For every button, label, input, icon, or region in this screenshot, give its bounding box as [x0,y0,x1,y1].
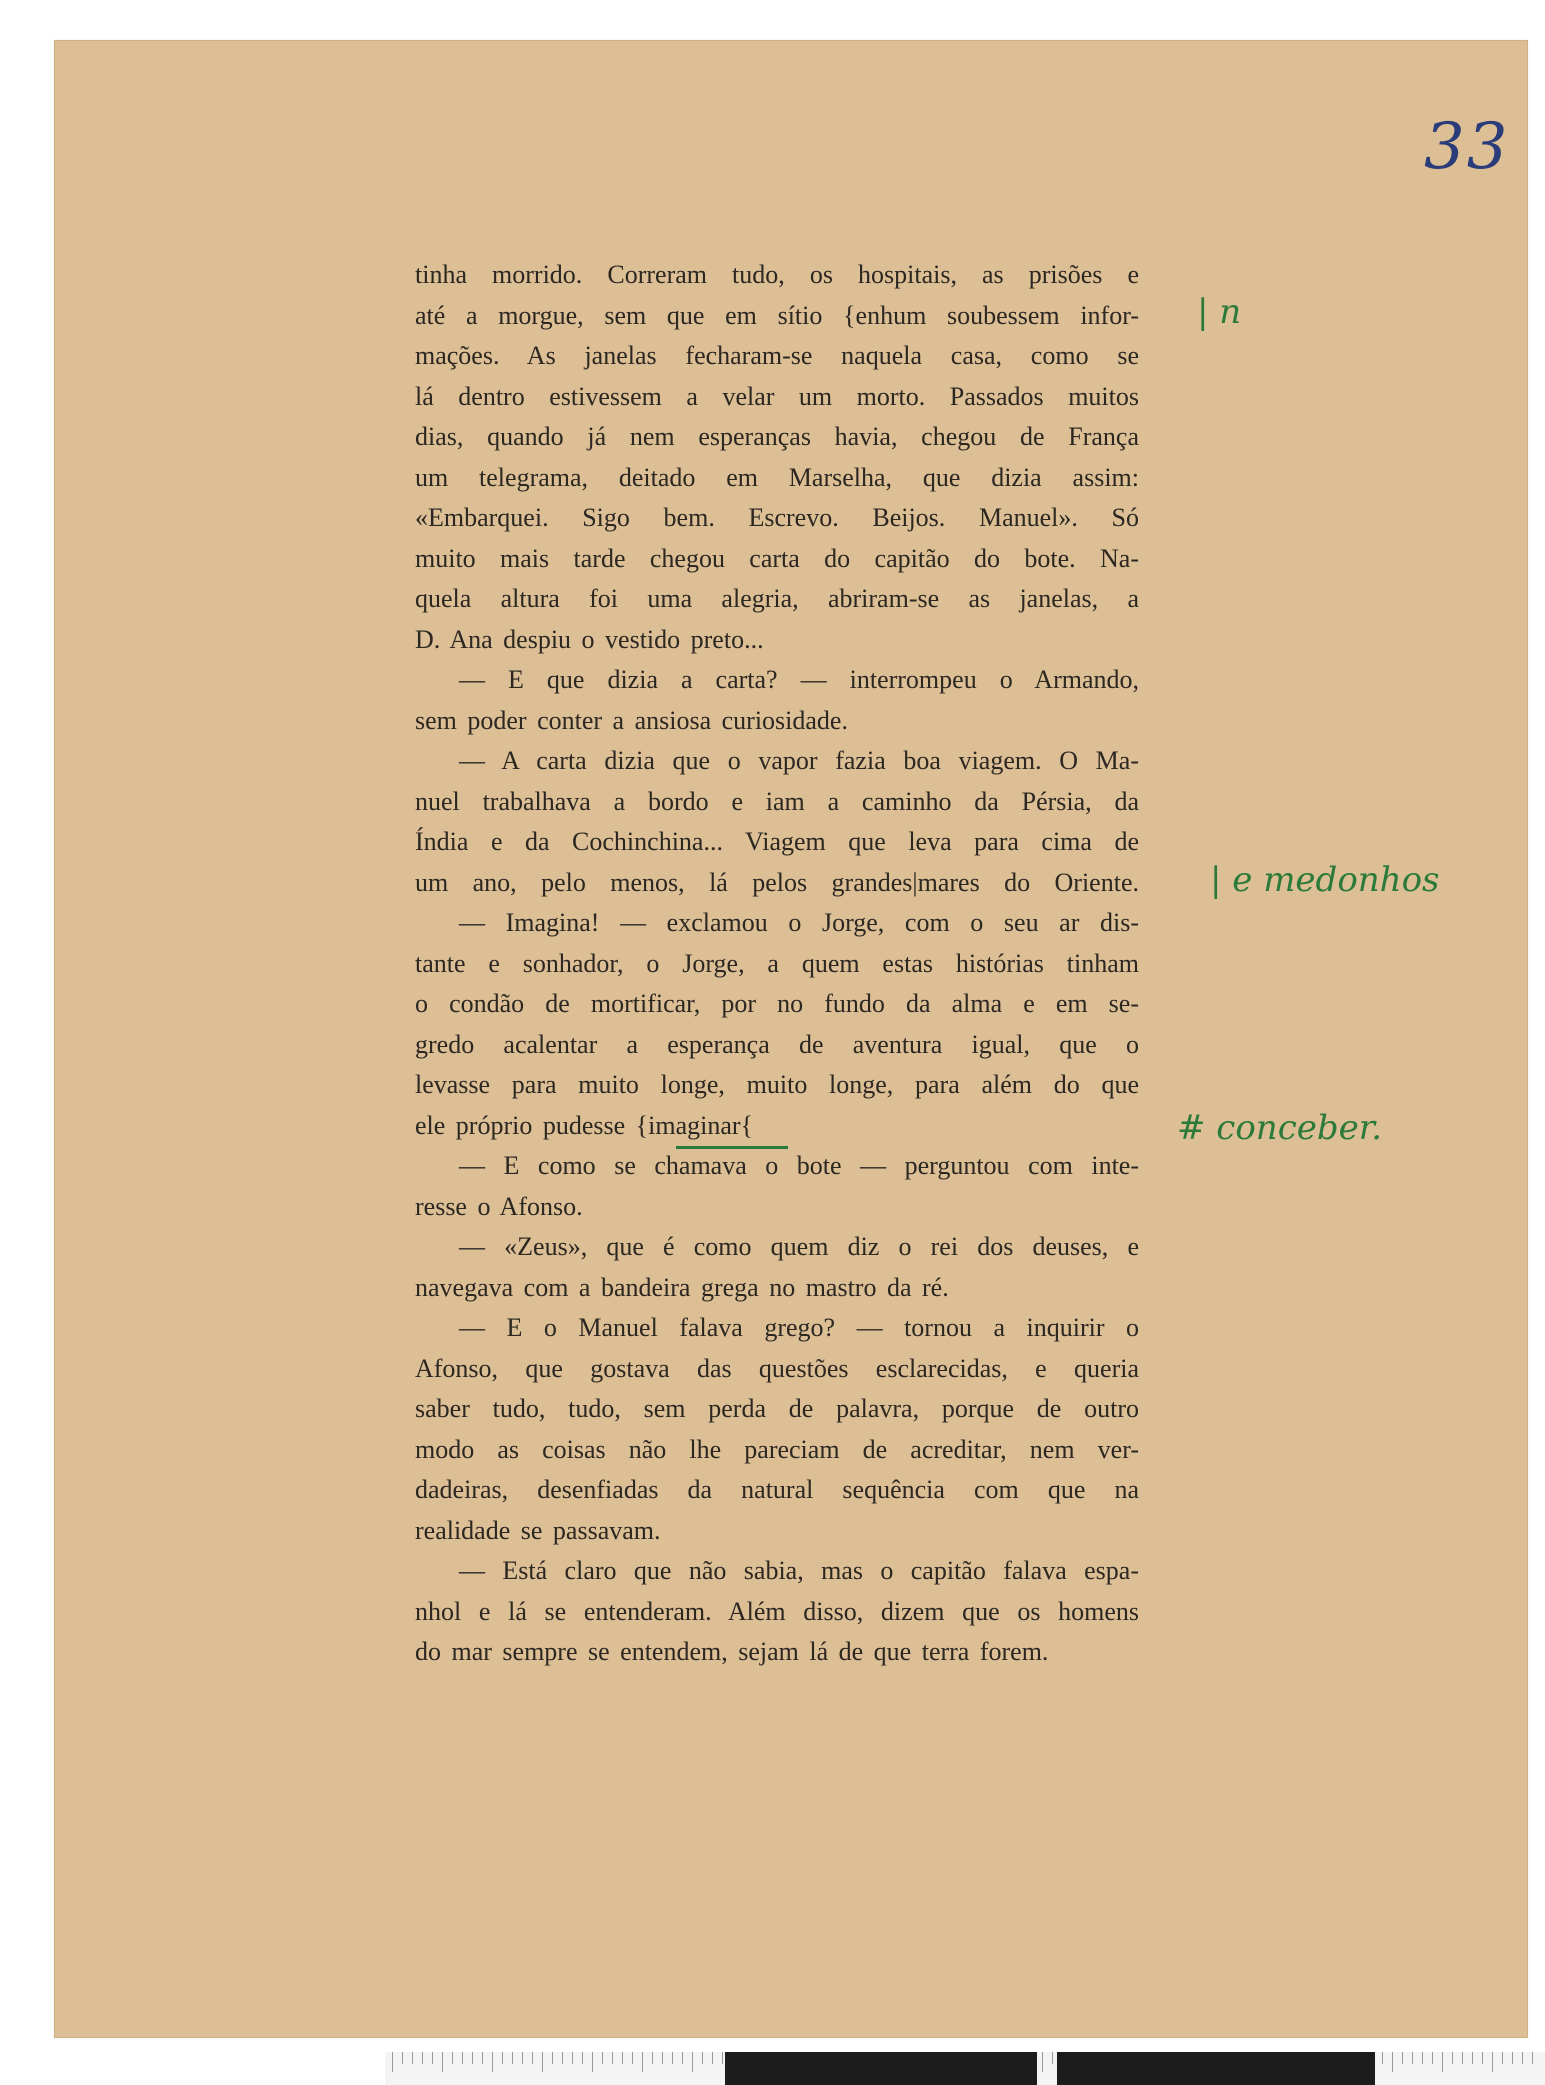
line-text: nuel trabalhava a bordo e iam a caminho da Pérsia, da [415,786,1139,816]
ruler-tick [1052,2052,1053,2064]
ruler-tick [1442,2052,1443,2072]
text-line [415,944,1139,985]
ruler-tick [1512,2052,1513,2064]
ruler-tick [1472,2052,1473,2064]
line-text: Afonso, que gostava das questões esclarecidas, e queria [415,1353,1139,1383]
ruler-tick [452,2052,453,2064]
handwritten-page-number: 33 [1424,110,1510,184]
ruler-tick [642,2052,643,2072]
line-text: modo as coisas não lhe pareciam de acreditar, nem ver- [415,1434,1139,1464]
line-text: resse o Afonso. [415,1191,583,1221]
ruler-tick [472,2052,473,2064]
ruler-tick [1492,2052,1493,2072]
text-line [415,377,1139,418]
text-line [415,1146,1139,1187]
line-text: sem poder conter a ansiosa curiosidade. [415,705,848,735]
ruler-tick [532,2052,533,2064]
ruler-tick [1432,2052,1433,2064]
ruler-tick [602,2052,603,2064]
line-text: quela altura foi uma alegria, abriram-se as janelas, a [415,584,1139,613]
text-line [415,1025,1139,1066]
margin-correction-2: | e medonhos [1210,860,1440,900]
text-line [415,1430,1139,1471]
text-line [415,1389,1139,1430]
ruler-black-segment [725,2052,1037,2085]
margin-correction-1: | n [1197,292,1242,332]
ruler-tick [1412,2052,1413,2064]
line-text: Índia e da Cochinchina... Viagem que leva para cima de [415,827,1139,856]
ruler-tick [592,2052,593,2072]
ruler-tick [502,2052,503,2064]
ruler-tick [1452,2052,1453,2064]
ruler-tick [492,2052,493,2072]
line-text: — Está claro que não sabia, mas o capitão falava espa- [459,1556,1139,1585]
ruler-tick [1532,2052,1533,2064]
ruler-tick [482,2052,483,2064]
ruler-tick [702,2052,703,2064]
line-text: — E como se chamava o bote — perguntou com inte- [459,1151,1139,1180]
text-line [415,903,1139,944]
line-text: o condão de mortificar, por no fundo da alma e em se- [415,989,1139,1018]
line-text: gredo acalentar a esperança de aventura igual, que o [415,1029,1139,1059]
text-line [415,984,1139,1025]
line-text: até a morgue, sem que em sítio {enhum soubessem infor- [415,300,1139,330]
ruler-tick [612,2052,613,2064]
text-line [415,1308,1139,1349]
ruler-tick [432,2052,433,2064]
ruler-tick [552,2052,553,2064]
line-text: levasse para muito longe, muito longe, para além do que [415,1070,1139,1099]
ruler-tick [512,2052,513,2064]
line-text: tante e sonhador, o Jorge, a quem estas histórias tinham [415,948,1139,978]
text-line [415,1268,1139,1309]
line-text: «Embarquei. Sigo bem. Escrevo. Beijos. Manuel». Só [415,503,1139,532]
line-text: nhol e lá se entenderam. Além disso, dizem que os homens [415,1596,1139,1626]
text-line [415,660,1139,701]
text-line [415,741,1139,782]
ruler-tick [652,2052,653,2064]
text-line [415,701,1139,742]
text-line [415,579,1139,620]
ruler-tick [682,2052,683,2064]
line-text: dias, quando já nem esperanças havia, chegou de França [415,422,1139,451]
line-text: — E que dizia a carta? — interrompeu o Armando, [459,665,1139,694]
ruler-tick [582,2052,583,2064]
ruler-tick [1482,2052,1483,2064]
line-text: tinha morrido. Correram tudo, os hospitais, as prisões e [415,260,1139,289]
text-line [415,417,1139,458]
text-line [415,1632,1139,1673]
line-text: um telegrama, deitado em Marselha, que dizia assim: [415,462,1139,492]
line-text: realidade se passavam. [415,1515,661,1545]
ruler-tick [632,2052,633,2064]
ruler-tick [1422,2052,1423,2064]
ruler-tick [1392,2052,1393,2072]
text-line [415,620,1139,661]
line-text: saber tudo, tudo, sem perda de palavra, porque de outro [415,1394,1139,1423]
ruler-tick [412,2052,413,2064]
ruler-tick [1382,2052,1383,2064]
line-text: — E o Manuel falava grego? — tornou a inquirir o [459,1313,1139,1342]
text-line [415,822,1139,863]
ruler-tick [442,2052,443,2072]
ruler-tick [572,2052,573,2064]
ruler-tick [402,2052,403,2064]
text-line [415,1187,1139,1228]
ruler-tick [712,2052,713,2064]
line-text: mações. As janelas fecharam-se naquela casa, como se [415,341,1139,370]
ruler-tick [542,2052,543,2072]
margin-correction-3: # conceber. [1177,1108,1383,1148]
text-line [415,1470,1139,1511]
line-text: — «Zeus», que é como quem diz o rei dos deuses, e [459,1232,1139,1261]
text-line [415,1227,1139,1268]
line-text: do mar sempre se entendem, sejam lá de que terra forem. [415,1637,1049,1666]
line-text: dadeiras, desenfiadas da natural sequência com que na [415,1475,1139,1504]
text-line [415,458,1139,499]
ruler-tick [1522,2052,1523,2064]
line-text: D. Ana despiu o vestido preto... [415,624,764,654]
strikethrough-mark [676,1146,788,1149]
ruler-tick [392,2052,393,2072]
text-line [415,863,1139,904]
ruler-tick [672,2052,673,2064]
line-text: — A carta dizia que o vapor fazia boa viagem. O Ma- [459,746,1139,775]
typeset-body-text [415,255,1139,1673]
ruler-tick [722,2052,723,2064]
ruler-tick [522,2052,523,2064]
line-text: ele próprio pudesse {imaginar{ [415,1110,754,1140]
line-text: muito mais tarde chegou carta do capitão do bote. Na- [415,543,1139,573]
text-line [415,1106,1139,1147]
text-line [415,255,1139,296]
text-line [415,1592,1139,1633]
text-line [415,336,1139,377]
ruler-tick [1502,2052,1503,2064]
text-line [415,1551,1139,1592]
text-line [415,1511,1139,1552]
line-text: lá dentro estivessem a velar um morto. Passados muitos [415,381,1139,411]
text-line [415,782,1139,823]
text-line [415,296,1139,337]
line-text: — Imagina! — exclamou o Jorge, com o seu ar dis- [459,908,1139,937]
ruler-tick [622,2052,623,2064]
text-line [415,1065,1139,1106]
ruler-tick [562,2052,563,2064]
ruler-black-segment [1057,2052,1375,2085]
ruler-tick [1402,2052,1403,2064]
ruler-tick [462,2052,463,2064]
line-text: navegava com a bandeira grega no mastro da ré. [415,1272,949,1302]
text-line [415,539,1139,580]
ruler-tick [422,2052,423,2064]
line-text: um ano, pelo menos, lá pelos grandes|mares do Oriente. [415,867,1139,897]
ruler-tick [1462,2052,1463,2064]
ruler-tick [1042,2052,1043,2072]
ruler-tick [662,2052,663,2064]
ruler-tick [692,2052,693,2072]
text-line [415,498,1139,539]
text-line [415,1349,1139,1390]
